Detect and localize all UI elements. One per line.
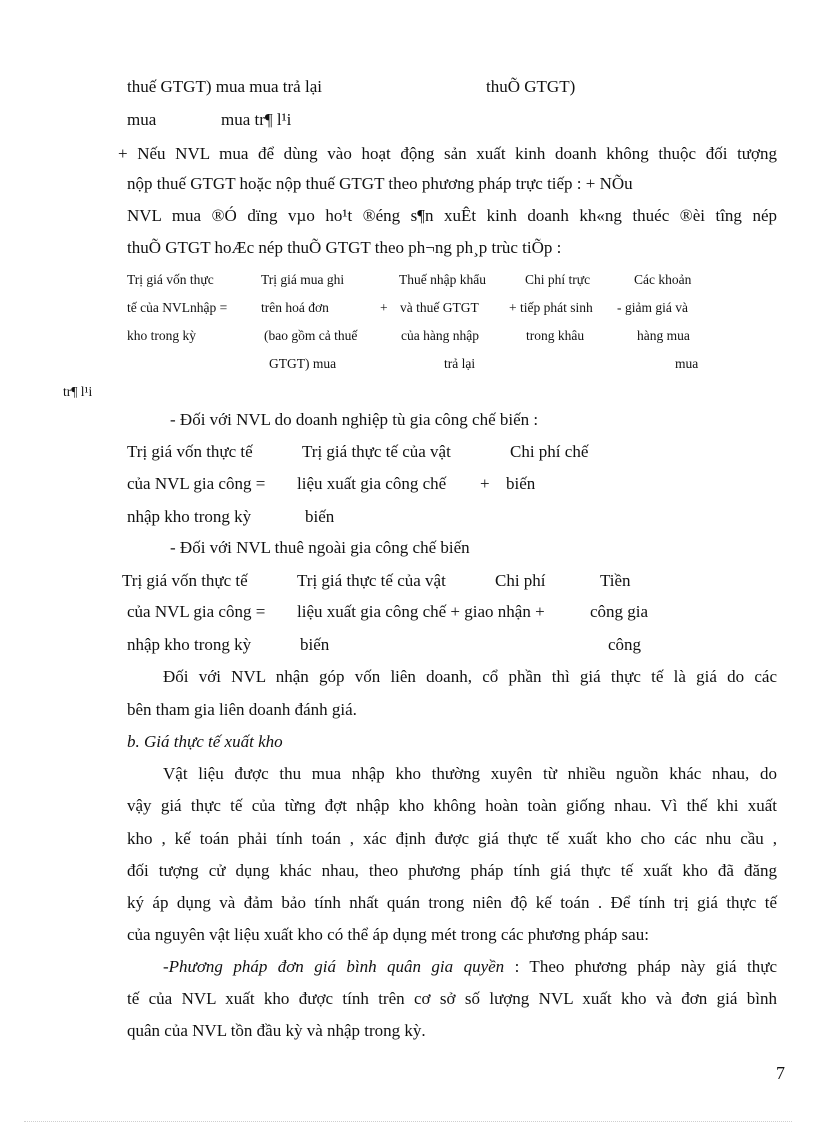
formula-operator: -: [617, 300, 622, 315]
paragraph-line: NVL mua ®Ó dïng vµo ho¹t ®éng s¶n xuÊt kinh doanh kh«ng thuéc ®èi tîng nép: [127, 206, 777, 225]
method-title: Phương pháp đơn giá bình quân gia quyền: [168, 957, 505, 976]
formula-cell: trên hoá đơn: [261, 300, 329, 315]
subheading: b. Giá thực tế xuất kho: [127, 732, 283, 751]
page-number: 7: [776, 1063, 785, 1083]
formula-cell: (bao gồm cả thuế: [264, 328, 358, 343]
paragraph-line: vậy giá thực tế của từng đợt nhập kho không hoàn toàn giống nhau. Vì thế khi xuất: [127, 796, 777, 815]
text-line: thuÕ GTGT): [486, 77, 576, 96]
formula-cell: của NVL gia công =: [127, 602, 266, 621]
paragraph-line: + Nếu NVL mua để dùng vào hoạt động sản xuất kinh doanh không thuộc đối tượng: [118, 144, 777, 163]
formula-cell: của hàng nhập: [401, 328, 479, 343]
formula-operator: +: [509, 300, 517, 315]
text-line: mua: [127, 110, 157, 129]
paragraph-line: Đối với NVL nhận góp vốn liên doanh, cổ phần thì giá thực tế là giá do các: [163, 667, 777, 686]
paragraph-line: kho , kế toán phải tính toán , xác định được giá thực tế xuất kho cho các nhu cầu ,: [127, 829, 777, 848]
text-line: thuế GTGT) mua mua trả lại: [127, 77, 322, 96]
paragraph-line: của nguyên vật liệu xuất kho có thể áp dụng mét trong các phương pháp sau:: [127, 925, 649, 944]
formula-cell: Các khoản: [634, 272, 692, 287]
formula-tail: tr¶ l¹i: [63, 384, 93, 399]
formula-cell: tế của NVLnhập =: [127, 300, 228, 315]
formula-cell: Trị giá vốn thực tế: [122, 571, 248, 590]
formula-cell: Tiền: [600, 571, 631, 590]
paragraph-line: tế của NVL xuất kho được tính trên cơ sở số lượng NVL xuất kho và đơn giá bình: [127, 989, 777, 1008]
paragraph-line: bên tham gia liên doanh đánh giá.: [127, 700, 357, 719]
formula-cell: trong khâu: [526, 328, 585, 343]
formula-cell: biến: [305, 507, 335, 526]
method-dash: -: [163, 957, 169, 976]
formula-cell: kho trong kỳ: [127, 328, 196, 343]
formula-cell: và thuế GTGT: [400, 300, 479, 315]
formula-cell: biến: [300, 635, 330, 654]
paragraph-line: đối tượng cử dụng khác nhau, theo phương pháp tính giá thực tế xuất kho đã đăng: [127, 861, 777, 880]
formula-cell: Trị giá mua ghi: [261, 272, 345, 287]
paragraph-line: nộp thuế GTGT hoặc nộp thuế GTGT theo phương pháp trực tiếp : + NÕu: [127, 174, 633, 193]
formula-cell: tiếp phát sinh: [520, 300, 593, 315]
method-description: : Theo phương pháp này giá thực: [514, 957, 777, 976]
section-heading: - Đối với NVL thuê ngoài gia công chế biến: [170, 538, 470, 557]
formula-cell: giảm giá và: [625, 300, 688, 315]
section-heading: - Đối với NVL do doanh nghiệp tù gia công chế biến :: [170, 410, 539, 429]
formula-cell: Chi phí: [495, 571, 546, 590]
formula-cell: hàng mua: [637, 328, 690, 343]
formula-cell: Chi phí trực: [525, 272, 591, 287]
paragraph-line: [163, 957, 777, 977]
formula-cell: nhập kho trong kỳ: [127, 507, 252, 526]
formula-cell: Trị giá vốn thực: [127, 272, 214, 287]
formula-operator: +: [380, 300, 388, 315]
formula-cell: Trị giá thực tế của vật: [302, 442, 451, 461]
formula-cell: liệu xuất gia công chế: [297, 474, 447, 493]
text-line: mua tr¶ l¹i: [221, 110, 292, 129]
page-bottom-divider: [24, 1121, 792, 1122]
formula-cell: của NVL gia công =: [127, 474, 266, 493]
formula-cell: nhập kho trong kỳ: [127, 635, 252, 654]
formula-cell: trả lại: [444, 356, 476, 371]
formula-cell: Thuế nhập khẩu: [399, 272, 486, 287]
formula-cell: Trị giá thực tế của vật: [297, 571, 446, 590]
formula-cell: Chi phí chế: [510, 442, 589, 461]
formula-cell: mua: [675, 356, 699, 371]
formula-cell: công gia: [590, 602, 649, 621]
formula-cell: biến: [506, 474, 536, 493]
formula-cell: công: [608, 635, 642, 654]
formula-cell: GTGT) mua: [269, 356, 337, 371]
paragraph-line: ký áp dụng và đảm bảo tính nhất quán trong niên độ kế toán . Để tính trị giá thực tế: [127, 893, 777, 912]
paragraph-line: quân của NVL tồn đầu kỳ và nhập trong kỳ.: [127, 1021, 426, 1040]
paragraph-line: Vật liệu được thu mua nhập kho thường xuyên từ nhiều nguồn khác nhau, do: [163, 764, 777, 783]
formula-cell: Trị giá vốn thực tế: [127, 442, 253, 461]
paragraph-line: thuÕ GTGT hoÆc nép thuÕ GTGT theo ph¬ng ph¸p trùc tiÕp :: [127, 238, 562, 257]
formula-operator: +: [480, 474, 490, 493]
formula-cell: liệu xuất gia công chế + giao nhận +: [297, 602, 545, 621]
